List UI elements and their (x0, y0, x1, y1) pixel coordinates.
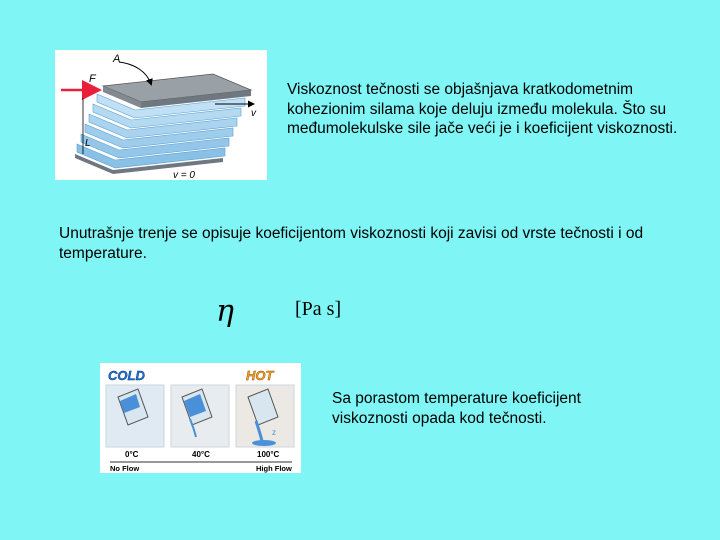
label-velocity: v (251, 108, 256, 119)
viscosity-explanation-text: Viskoznost tečnosti se objašnjava kratkodometnim kohezionim silama koje deluju između molekula. Što su međumolekulske sile jače veći je i koeficijent viskoznosti. (287, 81, 678, 137)
svg-text:z: z (272, 428, 276, 437)
temperature-flow-figure (100, 363, 301, 473)
temperature-effect-text: Sa porastom temperature koeficijent viskoznosti opada kod tečnosti. (332, 390, 581, 427)
cold-label: COLD (108, 368, 145, 383)
no-flow-caption: No Flow (110, 464, 140, 473)
viscosity-symbol: η (216, 294, 234, 329)
shear-flow-figure (55, 50, 267, 180)
high-flow-caption: High Flow (256, 464, 292, 473)
area-pointer (119, 62, 151, 84)
viscosity-unit: [Pa s] (295, 298, 342, 320)
label-force: F (89, 73, 96, 85)
temp-label-0: 0°C (125, 450, 139, 459)
label-velocity-zero: v = 0 (173, 170, 195, 180)
shear-flow-diagram (55, 50, 267, 180)
label-length: L (85, 138, 91, 149)
temp-label-40: 40°C (192, 450, 210, 459)
temperature-flow-diagram (100, 363, 301, 473)
temp-label-100: 100°C (257, 450, 280, 459)
label-area: A (113, 53, 121, 65)
internal-friction-text: Unutrašnje trenje se opisuje koeficijentom viskoznosti koji zavisi od vrste tečnosti i od temperature. (59, 225, 644, 262)
hot-label: HOT (246, 368, 274, 383)
